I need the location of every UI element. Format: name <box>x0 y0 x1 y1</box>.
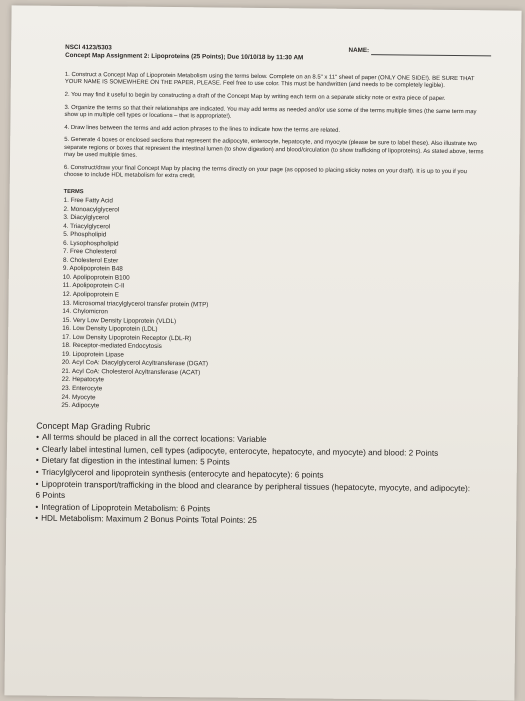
term-item: 20. Acyl CoA: Diacylglycerol Acyltransferase (DGAT) <box>61 359 209 368</box>
name-blank-line <box>371 47 491 56</box>
rubric-item-text: Lipoprotein transport/trafficking in the blood and clearance by peripheral tissues (hepatocyte, myocyte, and adipocyte): 6 Points <box>35 479 471 501</box>
terms-section <box>61 188 483 415</box>
rubric-item-text: All terms should be placed in all the correct locations: Variable <box>41 432 267 445</box>
term-item: 1. Free Fatty Acid <box>63 196 113 205</box>
instruction-4: 4. Draw lines between the terms and add action phrases to the lines to indicate how the terms are related. <box>64 124 341 134</box>
instruction-3: 3. Organize the terms so that their relationships are indicated. You may add terms as needed and/or use some of the terms multiple times (the same term may show up in multiple cell types or locations – that is appropriate!). <box>64 104 477 120</box>
term-item: 5. Phospholipid <box>63 231 107 239</box>
name-field <box>348 47 491 56</box>
term-item: 2. Monoacylglycerol <box>63 205 120 213</box>
term-item: 7. Free Cholesterol <box>63 248 117 256</box>
term-item: 4. Triacylglycerol <box>63 222 111 230</box>
course-code: NSCI 4123/5303 <box>65 43 112 52</box>
rubric-item-text: Triacylglycerol and lipoprotein synthesis (enterocyte and hepatocyte): 6 points <box>41 467 324 480</box>
term-item: 14. Chylomicron <box>62 307 108 316</box>
instruction-6: 6. Construct/draw your final Concept Map by placing the terms directly on your page (as opposed to placing sticky notes on your draft). It is up to you if you choose to include HDL metabolism for extra credit. <box>63 164 468 180</box>
term-item: 8. Cholesterol Ester <box>62 256 119 265</box>
instruction-5: 5. Generate 4 boxes or enclosed sections that represent the adipocyte, enterocyte, hepatocyte, and myocyte (please be sure to label these). Also illustrate two separate regions or boxes that represent the intestinal lumen (to show digestion) and blood/circulation (to show trafficking of lipoproteins). As stated above, terms may be used multiple times. <box>64 137 484 159</box>
rubric-item-text: HDL Metabolism: Maximum 2 Bonus Points Total Points: 25 <box>41 514 257 526</box>
term-item: 12. Apolipoprotein E <box>62 290 120 299</box>
sheet-header <box>65 44 485 64</box>
bullet-icon: • <box>35 456 39 466</box>
term-item: 15. Very Low Density Lipoprotein (VLDL) <box>62 316 177 325</box>
term-item: 23. Enterocyte <box>61 384 103 393</box>
bullet-icon: • <box>35 467 39 477</box>
term-item: 22. Hepatocyte <box>61 376 105 384</box>
term-item: 3. Diacylglycerol <box>63 213 110 222</box>
bullet-icon: • <box>36 432 40 442</box>
bullet-icon: • <box>35 444 39 454</box>
instruction-2: 2. You may find it useful to begin by constructing a draft of the Concept Map by writing each term on a separate sticky note or extra piece of paper. <box>64 91 446 102</box>
term-item: 10. Apolipoprotein B100 <box>62 273 130 282</box>
rubric-item-text: Integration of Lipoprotein Metabolism: 6 Points <box>41 502 211 514</box>
rubric-item-text: Clearly label intestinal lumen, cell types (adipocyte, enterocyte, hepatocyte, and myocyte) and blood: 2 Points <box>41 444 439 458</box>
term-item: 16. Low Density Lipoprotein (LDL) <box>62 325 158 334</box>
term-item: 13. Microsomal triacylglycerol transfer protein (MTP) <box>62 299 209 308</box>
term-item: 17. Low Density Lipoprotein Receptor (LDL-R) <box>62 333 192 342</box>
assignment-title: Concept Map Assignment 2: Lipoproteins (25 Points); Due 10/10/18 by 11:30 AM <box>65 51 304 62</box>
rubric-title: Concept Map Grading Rubric <box>36 420 151 432</box>
bullet-icon: • <box>35 502 39 512</box>
term-item: 6. Lysophospholipid <box>63 239 119 248</box>
term-item: 9. Apolipoprotein B48 <box>62 265 123 273</box>
bullet-icon: • <box>35 513 39 524</box>
instructions <box>64 72 485 184</box>
assignment-sheet <box>4 5 521 700</box>
bullet-icon: • <box>35 479 39 489</box>
term-item: 19. Lipoprotein Lipase <box>61 350 124 359</box>
name-label: NAME: <box>348 46 370 55</box>
grading-rubric <box>35 420 476 529</box>
term-item: 25. Adipocyte <box>61 401 100 410</box>
rubric-item-text: Dietary fat digestion in the intestinal lumen: 5 Points <box>41 456 230 468</box>
term-item: 21. Acyl CoA: Cholesterol Acyltransferase (ACAT) <box>61 367 201 377</box>
instruction-1: 1. Construct a Concept Map of Lipoprotein Metabolism using the terms below. Complete on an 8.5" x 11" sheet of paper (ONLY ONE SIDE!). BE SURE THAT YOUR NAME IS SOMEWHERE ON THE PAPER, PLEASE. Feel free to use color. This must be handwritten (and needs to be completely legible). <box>64 71 475 90</box>
term-item: 11. Apolipoprotein C-II <box>62 282 125 290</box>
term-item: 18. Receptor-mediated Endocytosis <box>62 342 162 351</box>
sheet-content <box>35 43 485 529</box>
terms-title: TERMS <box>63 189 84 196</box>
term-item: 24. Myocyte <box>61 393 96 401</box>
rubric-list <box>35 432 476 529</box>
terms-list <box>61 197 483 415</box>
